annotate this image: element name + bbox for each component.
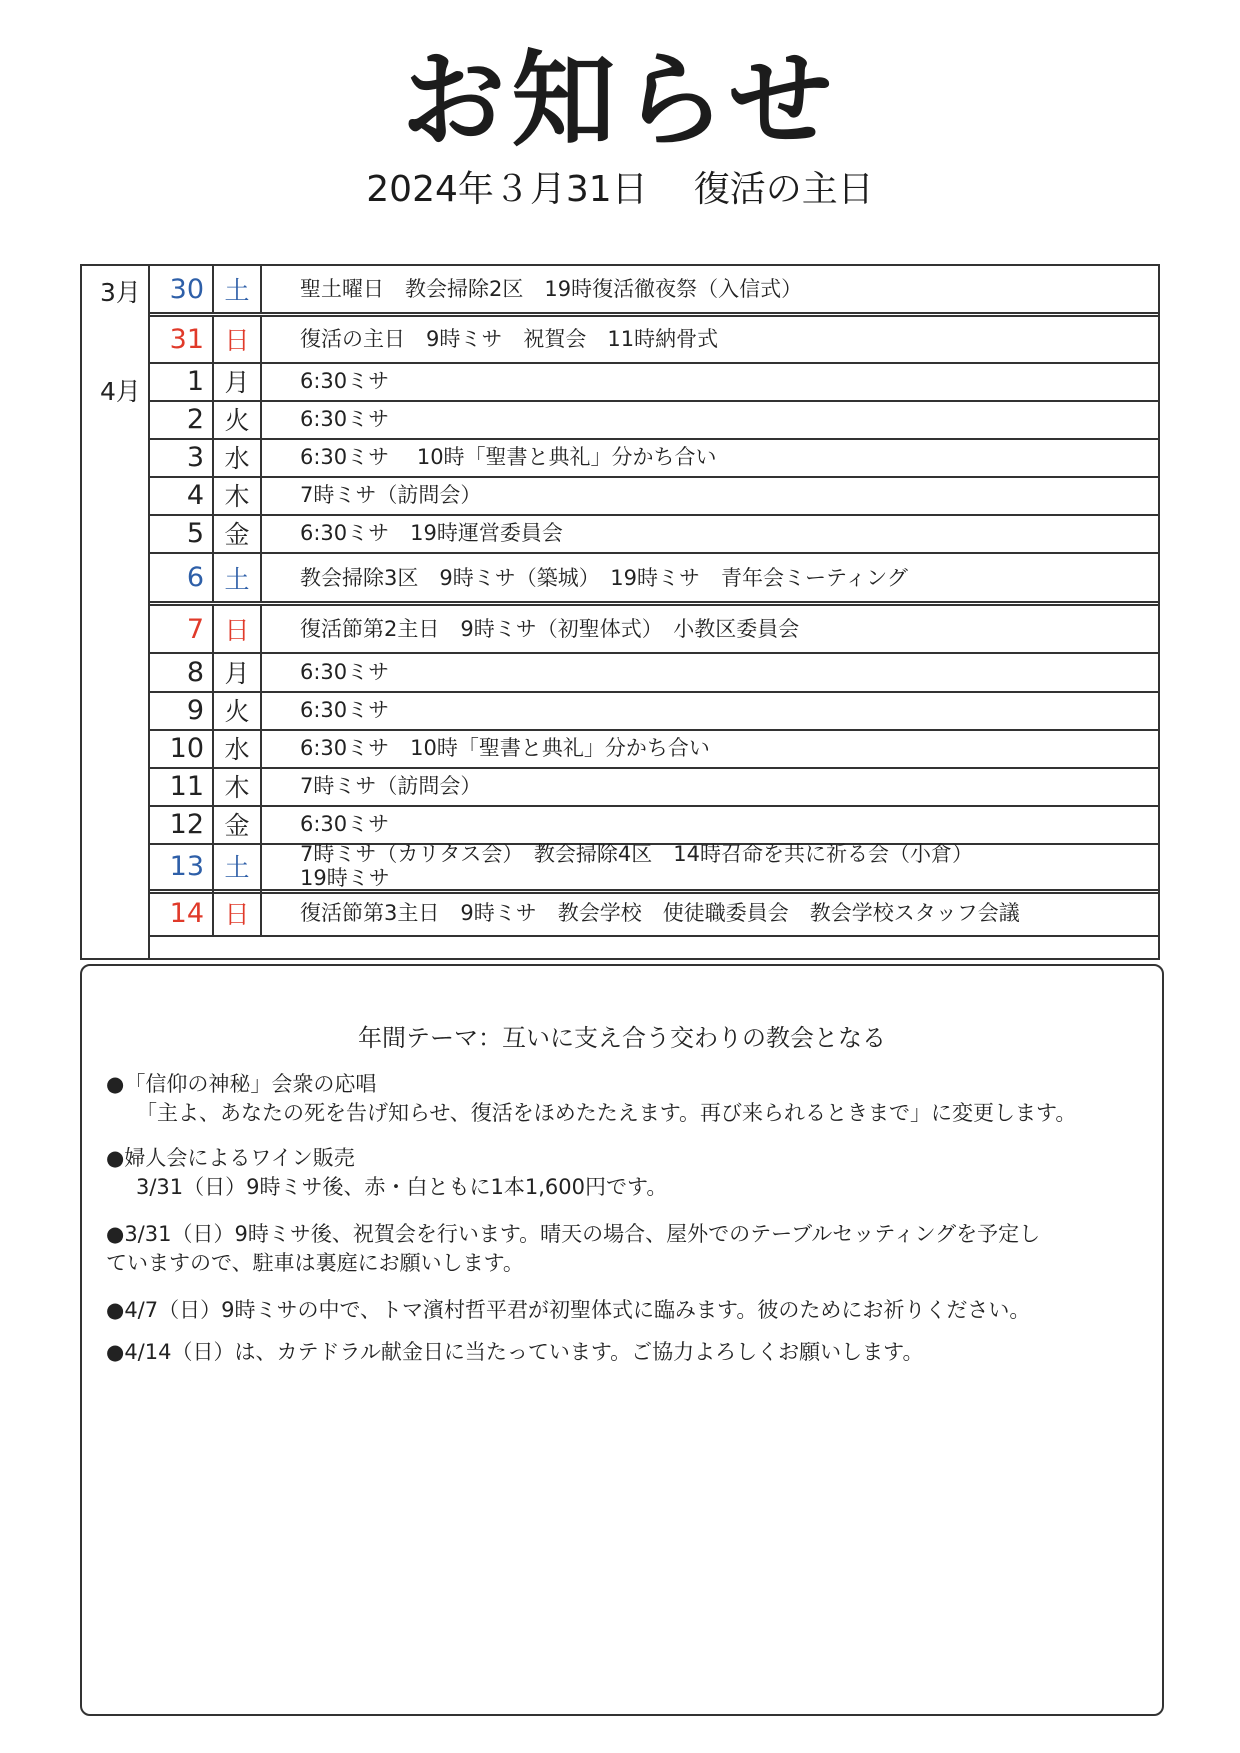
day-number: 30 [150,266,214,312]
event-text: 7時ミサ（訪問会） [300,774,482,798]
day-number: 11 [150,767,214,805]
notice-box [80,964,1164,1716]
day-number: 4 [150,476,214,514]
weekday-label: 水 [214,438,262,476]
event-text: 復活節第2主日 9時ミサ（初聖体式） 小教区委員会 [300,617,800,641]
weekday-label: 金 [214,514,262,552]
notice-item-heading: ●「信仰の神秘」会衆の応唱 [106,1072,377,1096]
notice-item [106,1144,1132,1202]
day-number: 14 [150,891,214,935]
schedule-row [150,606,1158,654]
day-number: 5 [150,514,214,552]
day-number: 31 [150,316,214,362]
schedule-row [150,767,1158,807]
event-text: 6:30ミサ [300,369,390,393]
weekday-label: 金 [214,805,262,843]
schedule-row [150,438,1158,478]
month-label-march: 3月 [100,278,141,307]
weekday-label: 火 [214,691,262,729]
event-text: 教会掃除3区 9時ミサ（築城） 19時ミサ 青年会ミーティング [300,565,908,590]
event-cell [260,554,1158,601]
notice-item [106,1338,1132,1367]
schedule-row [150,729,1158,769]
day-number: 13 [150,843,214,889]
event-text: 6:30ミサ 10時「聖書と典礼」分かち合い [300,445,717,469]
event-cell [260,266,1158,312]
notice-item-line: 3/31（日）9時ミサ後、赤・白ともに1本1,600円です。 [136,1175,668,1199]
schedule-row [150,316,1158,364]
event-text: 7時ミサ（カリタス会） 教会掃除4区 14時召命を共に祈る会（小倉） [300,842,973,866]
schedule-row [150,362,1158,402]
weekday-label: 月 [214,653,262,691]
subtitle-occasion: 復活の主日 [693,169,874,210]
day-number: 3 [150,438,214,476]
weekday-label: 火 [214,400,262,438]
weekday-label: 水 [214,729,262,767]
weekday-label: 木 [214,767,262,805]
weekday-label: 土 [214,554,262,601]
event-cell [260,729,1158,767]
subtitle-date: 2024年３月31日 [366,169,648,210]
day-number: 9 [150,691,214,729]
notice-item-heading: ●3/31（日）9時ミサ後、祝賀会を行います。晴天の場合、屋外でのテーブルセッティングを予定し [106,1222,1041,1246]
event-text: 6:30ミサ [300,407,390,431]
event-cell [260,805,1158,843]
event-cell [260,691,1158,729]
event-cell [260,438,1158,476]
event-cell [260,653,1158,691]
day-number: 8 [150,653,214,691]
schedule-table [80,264,1160,960]
schedule-row [150,554,1158,606]
event-text: 6:30ミサ 19時運営委員会 [300,521,563,545]
notice-item-heading: ●4/14（日）は、カテドラル献金日に当たっています。ご協力よろしくお願いします。 [106,1340,924,1364]
schedule-row [150,514,1158,554]
schedule-row [150,805,1158,845]
schedule-row [150,691,1158,731]
event-text: 復活の主日 9時ミサ 祝賀会 11時納骨式 [300,327,719,351]
day-number: 1 [150,362,214,400]
notice-item-heading: ●婦人会によるワイン販売 [106,1146,355,1170]
notice-item-heading: ●4/7（日）9時ミサの中で、トマ濱村哲平君が初聖体式に臨みます。彼のためにお祈りください。 [106,1298,1031,1322]
notice-item [106,1296,1132,1325]
event-cell [260,606,1158,652]
weekday-label: 土 [214,843,262,889]
event-text: 聖土曜日 教会掃除2区 19時復活徹夜祭（入信式） [300,277,803,301]
annual-theme: 年間テーマ：互いに支え合う交わりの教会となる [358,1024,886,1052]
schedule-row [150,843,1158,894]
schedule-row [150,891,1158,937]
event-cell [260,767,1158,805]
weekday-label: 日 [214,316,262,362]
event-text: 復活節第3主日 9時ミサ 教会学校 使徒職委員会 教会学校スタッフ会議 [300,901,1020,925]
event-cell [260,400,1158,438]
schedule-row [150,476,1158,516]
event-text: 7時ミサ（訪問会） [300,483,482,507]
day-number: 7 [150,606,214,652]
weekday-label: 日 [214,891,262,935]
page-title: お知らせ [401,39,839,161]
schedule-row [150,400,1158,440]
weekday-label: 日 [214,606,262,652]
schedule-row [150,266,1158,317]
notice-item-line: ていますので、駐車は裏庭にお願いします。 [106,1251,524,1275]
event-cell [260,476,1158,514]
weekday-label: 木 [214,476,262,514]
event-cell [260,316,1158,362]
event-text: 6:30ミサ [300,660,390,684]
notice-item [106,1070,1132,1128]
event-cell [260,891,1158,935]
event-cell [260,843,1158,889]
day-number: 6 [150,554,214,601]
event-cell [260,362,1158,400]
notice-item [106,1220,1132,1278]
weekday-label: 土 [214,266,262,312]
event-text: 6:30ミサ 10時「聖書と典礼」分かち合い [300,736,710,760]
day-number: 2 [150,400,214,438]
event-text: 6:30ミサ [300,698,390,722]
day-number: 12 [150,805,214,843]
event-text: 6:30ミサ [300,812,390,836]
schedule-row [150,653,1158,693]
weekday-label: 月 [214,362,262,400]
notice-item-line: 「主よ、あなたの死を告げ知らせ、復活をほめたたえます。再び来られるときまで」に変更します。 [136,1101,1077,1125]
day-number: 10 [150,729,214,767]
month-label-april: 4月 [100,377,141,406]
event-text: 19時ミサ [300,866,390,890]
event-cell [260,514,1158,552]
page-subtitle [0,169,1240,210]
